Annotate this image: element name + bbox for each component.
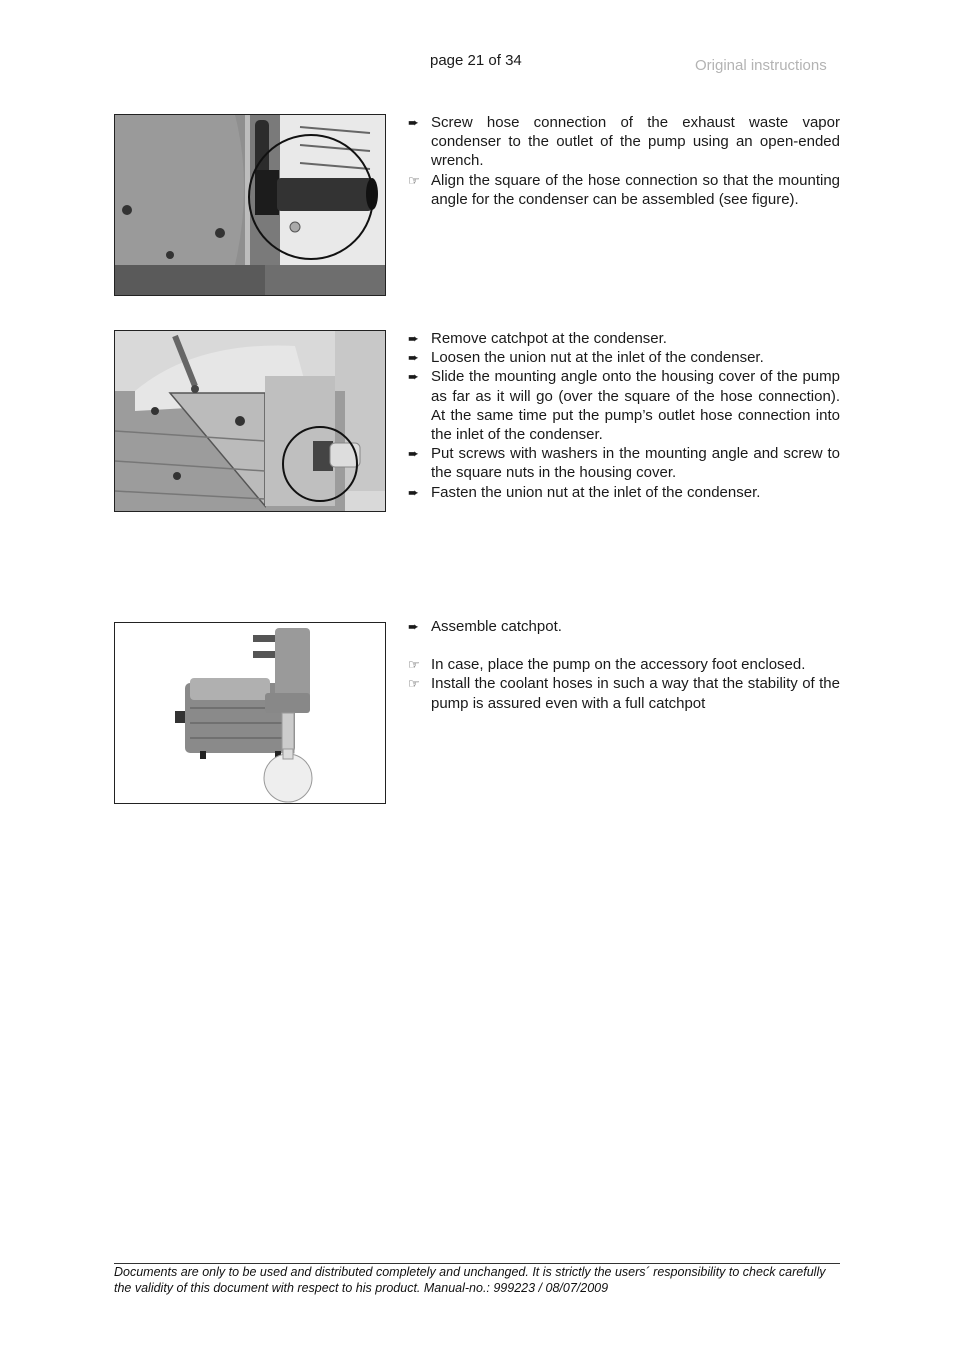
section-2-steps (408, 329, 840, 502)
step-item (408, 367, 840, 444)
step-text: Align the square of the hose connection so that the mounting angle for the condenser can be assembled (see figure). (431, 171, 840, 208)
section-1-steps (408, 113, 840, 209)
arrow-icon: ➨ (408, 369, 419, 385)
arrow-icon: ➨ (408, 619, 419, 634)
footer-line-2: the validity of this document with respect to his product. Manual-no.: 999223 / 08/07/2009 (114, 1280, 609, 1295)
page-number: page 21 of 34 (430, 52, 522, 69)
arrow-icon: ➨ (408, 115, 419, 130)
figure-hose-connection (114, 114, 386, 296)
step-text: Remove catchpot at the condenser. (431, 330, 667, 347)
hand-pointer-icon: ☞ (408, 657, 420, 673)
hand-pointer-icon: ☞ (408, 172, 420, 188)
document-type-label: Original instructions (695, 57, 827, 74)
step-text: Install the coolant hoses in such a way that the stability of the pump is assured even with a full catchpot (431, 675, 840, 712)
arrow-icon: ➨ (408, 350, 419, 366)
step-text: Assemble catchpot. (431, 618, 562, 635)
figure-assembled-pump (114, 622, 386, 804)
step-item (408, 674, 840, 712)
hand-pointer-icon: ☞ (408, 676, 420, 692)
footer-divider (114, 1263, 840, 1264)
section-3-steps (408, 617, 840, 713)
step-text: Loosen the union nut at the inlet of the condenser. (431, 349, 764, 367)
step-item (408, 655, 840, 674)
footer-disclaimer (114, 1265, 842, 1296)
arrow-icon: ➨ (408, 484, 419, 500)
step-text: Slide the mounting angle onto the housing cover of the pump as far as it will go (over the square of the hose connection). At the same time put the pump’s outlet hose connection into the inlet of the condenser. (431, 368, 840, 444)
figure-mounting-angle (114, 330, 386, 512)
arrow-icon: ➨ (408, 331, 419, 346)
step-item (408, 113, 840, 171)
step-text: Fasten the union nut at the inlet of the condenser. (431, 483, 761, 501)
step-item (408, 329, 840, 348)
step-item (408, 617, 840, 636)
step-text: In case, place the pump on the accessory foot enclosed. (431, 656, 806, 674)
step-text: Put screws with washers in the mounting angle and screw to the square nuts in the housing cover. (431, 445, 840, 482)
step-item (408, 483, 840, 502)
footer-line-1: Documents are only to be used and distributed completely and unchanged. It is strictly the users´ responsibility to check carefully (114, 1265, 826, 1279)
step-text: Screw hose connection of the exhaust waste vapor condenser to the outlet of the pump using an open-ended wrench. (431, 114, 840, 170)
step-item (408, 171, 840, 209)
step-item (408, 444, 840, 482)
step-item (408, 348, 840, 367)
arrow-icon: ➨ (408, 446, 419, 462)
